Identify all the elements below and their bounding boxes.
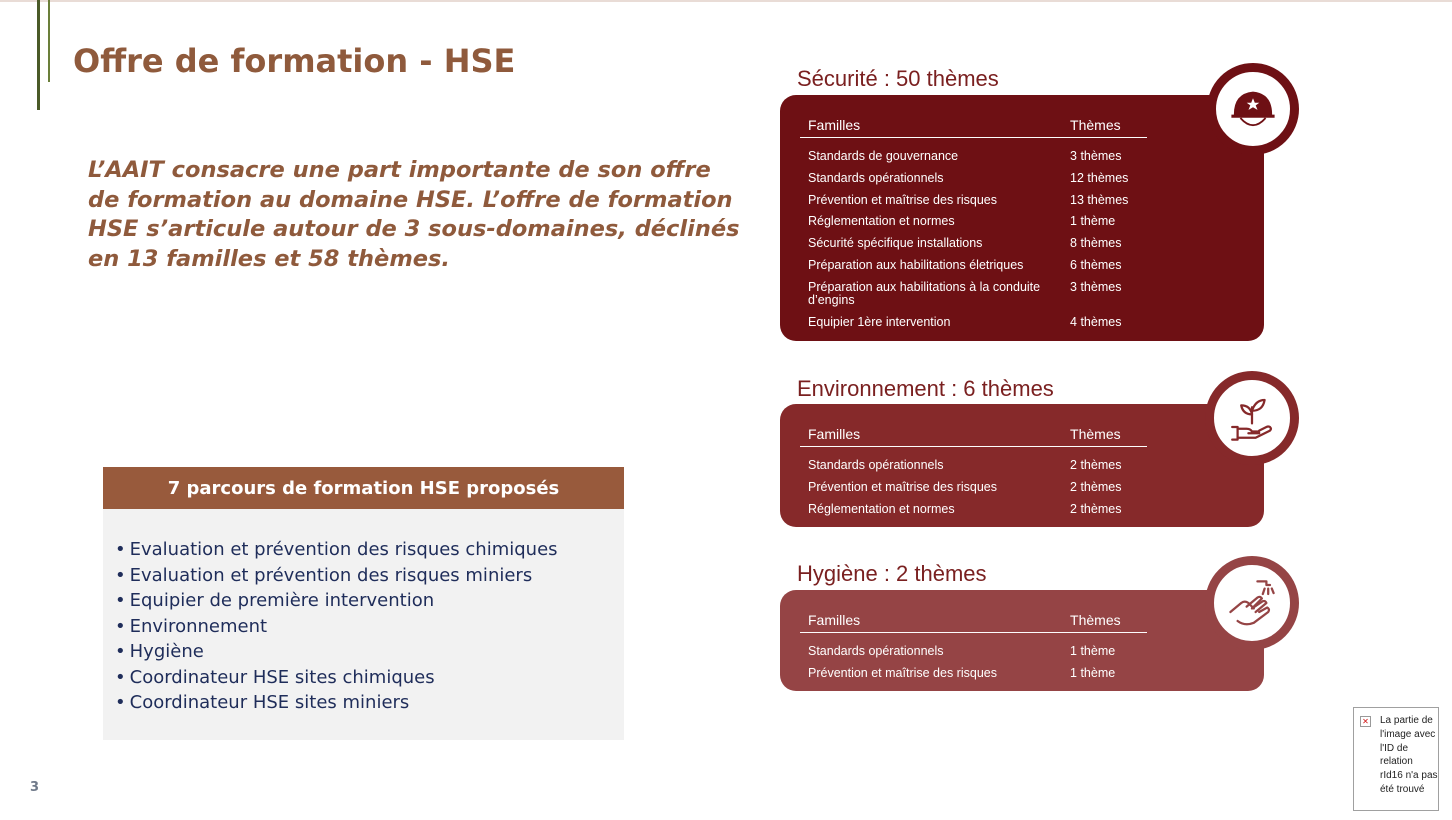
column-header-familles: Familles (800, 426, 1062, 447)
famille-cell: Réglementation et normes (808, 501, 955, 516)
panel-hygiene (780, 590, 1264, 691)
themes-cell: 12 thèmes (1070, 170, 1129, 185)
themes-cell: 1 thème (1070, 214, 1116, 229)
panel-securite (780, 95, 1264, 341)
accent-bar-thin (48, 0, 50, 82)
themes-cell: 3 thèmes (1070, 149, 1122, 163)
section-title-hygiene: Hygiène : 2 thèmes (797, 561, 987, 586)
table-row (800, 138, 1147, 172)
famille-cell: Prévention et maîtrise des risques (808, 479, 997, 494)
themes-cell: 6 thèmes (1070, 257, 1122, 272)
missing-image-placeholder (1353, 707, 1439, 811)
famille-cell: Standards de gouvernance (808, 149, 959, 163)
table-row (800, 215, 1147, 237)
column-header-themes: Thèmes (1062, 612, 1147, 633)
parcours-box (103, 467, 624, 740)
famille-cell: Standards opérationnels (808, 458, 944, 472)
missing-image-text: La partie de l'image avec l'ID de relation rId16 n'a pas été trouvé (1380, 715, 1438, 795)
parcours-item: • Environnement (115, 614, 624, 640)
intro-text: L’AAIT consacre une part importante de son offre de formation au domaine HSE. L’offre de formation HSE s’articule autour de 3 sous-domaines, déclinés en 13 familles et 58 thèmes. (88, 157, 740, 272)
column-header-themes: Thèmes (1062, 426, 1147, 447)
table-securite (800, 117, 1147, 338)
themes-cell: 4 thèmes (1070, 314, 1122, 329)
famille-cell: Préparation aux habilitations à la conduite d’engins (808, 279, 1041, 307)
parcours-item: • Equipier de première intervention (115, 588, 624, 614)
table-row (800, 633, 1147, 667)
table-row (800, 237, 1147, 259)
column-header-familles: Familles (800, 117, 1062, 138)
column-header-familles: Familles (800, 612, 1062, 633)
page-title: Offre de formation - HSE (73, 42, 516, 80)
table-row (800, 172, 1147, 194)
table-row (800, 194, 1147, 216)
themes-cell: 3 thèmes (1070, 279, 1122, 294)
accent-bar (37, 0, 40, 110)
themes-cell: 13 thèmes (1070, 192, 1129, 207)
section-title-environnement: Environnement : 6 thèmes (797, 376, 1054, 401)
famille-cell: Standards opérationnels (808, 170, 944, 185)
column-header-themes: Thèmes (1062, 117, 1147, 138)
parcours-item: • Evaluation et prévention des risques miniers (115, 563, 624, 589)
themes-cell: 8 thèmes (1070, 236, 1122, 251)
panel-environnement (780, 404, 1264, 527)
broken-image-icon: ✕ (1360, 716, 1371, 727)
themes-cell: 2 thèmes (1070, 458, 1122, 472)
famille-cell: Préparation aux habilitations életriques (808, 257, 1024, 272)
section-title-securite: Sécurité : 50 thèmes (797, 66, 999, 91)
table-row (800, 316, 1147, 338)
famille-cell: Sécurité spécifique installations (808, 236, 983, 251)
themes-cell: 1 thème (1070, 665, 1116, 680)
themes-cell: 1 thème (1070, 644, 1116, 658)
famille-cell: Prévention et maîtrise des risques (808, 665, 997, 680)
table-environnement (800, 426, 1147, 524)
parcours-item: • Evaluation et prévention des risques chimiques (115, 537, 624, 563)
famille-cell: Réglementation et normes (808, 214, 955, 229)
parcours-item: • Hygiène (115, 639, 624, 665)
famille-cell: Equipier 1ère intervention (808, 314, 951, 329)
famille-cell: Prévention et maîtrise des risques (808, 192, 997, 207)
table-row (800, 447, 1147, 481)
themes-cell: 2 thèmes (1070, 501, 1122, 516)
table-row (800, 667, 1147, 689)
parcours-list (103, 509, 624, 716)
themes-cell: 2 thèmes (1070, 479, 1122, 494)
parcours-item: • Coordinateur HSE sites chimiques (115, 665, 624, 691)
table-row (800, 481, 1147, 503)
parcours-header: 7 parcours de formation HSE proposés (103, 467, 624, 509)
page-number: 3 (30, 780, 40, 795)
famille-cell: Standards opérationnels (808, 644, 944, 658)
table-row (800, 281, 1147, 316)
top-rule (0, 0, 1452, 2)
plant-in-hand-icon (1205, 371, 1299, 465)
table-row (800, 503, 1147, 525)
hand-washing-icon (1205, 556, 1299, 650)
table-hygiene (800, 612, 1147, 689)
table-row (800, 259, 1147, 281)
parcours-item: • Coordinateur HSE sites miniers (115, 690, 624, 716)
helmet-icon (1207, 63, 1299, 155)
